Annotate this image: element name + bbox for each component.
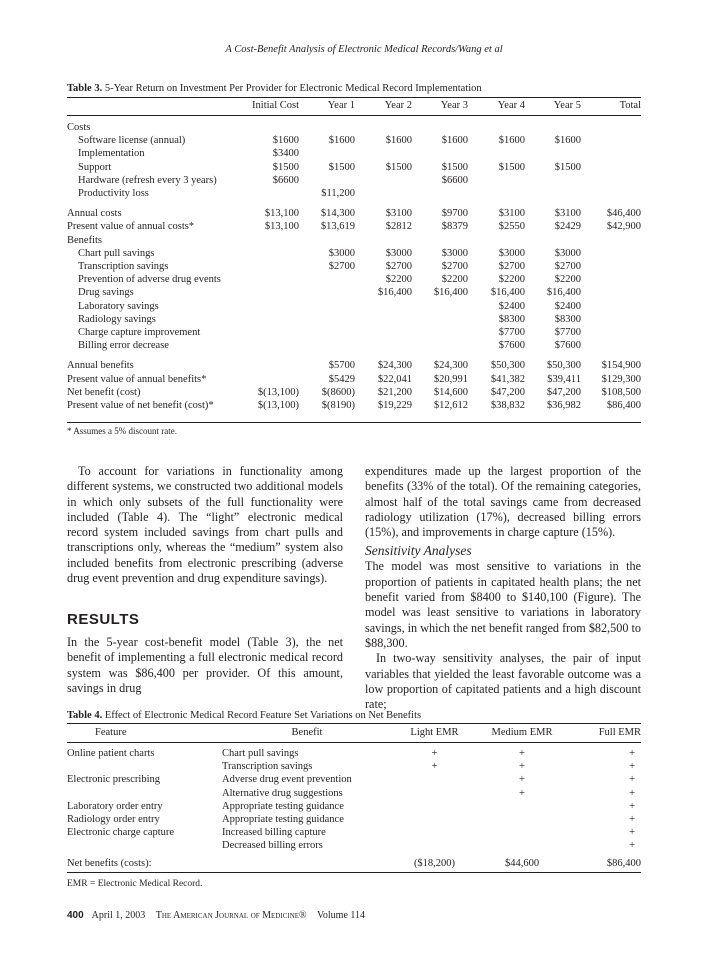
table3-cell <box>581 339 641 352</box>
table3-cell: $9700 <box>441 208 468 220</box>
table3-cell: $(13,100) <box>257 386 299 398</box>
table3-cell <box>247 187 299 200</box>
table3-cell <box>525 113 581 134</box>
table3-row-label: Laboratory savings <box>78 300 159 312</box>
sensitivity-heading: Sensitivity Analyses <box>365 543 472 559</box>
table3-cell: $16,400 <box>377 287 412 299</box>
table3-col-header: Total <box>619 100 641 111</box>
table3-cell <box>299 300 355 313</box>
table3-cell <box>299 326 355 339</box>
table4-caption-label: Table 4. <box>67 710 103 721</box>
table3-cell <box>412 300 468 313</box>
table3-cell <box>412 326 468 339</box>
table4-row <box>67 760 641 773</box>
table3-cell: $14,600 <box>433 386 468 398</box>
table3-cell: $8300 <box>498 313 525 325</box>
table4-mark <box>392 773 477 786</box>
table3-cell: $108,500 <box>601 386 641 398</box>
table3-row <box>67 339 641 352</box>
table3-row <box>67 313 641 326</box>
table4-net-value: ($18,200) <box>413 857 456 869</box>
table3-cell <box>525 174 581 187</box>
table3-cell: $8379 <box>441 221 468 233</box>
table3-row <box>67 260 641 273</box>
table3-cell: $13,100 <box>264 208 299 220</box>
table3-cell <box>581 134 641 147</box>
table3-cell <box>581 273 641 286</box>
table3-row <box>67 234 641 247</box>
table4-mark: + <box>431 748 438 759</box>
table3-row <box>67 352 641 372</box>
table3-cell: $1500 <box>441 161 468 173</box>
table3-row-label: Radiology savings <box>78 313 156 325</box>
journal-name: The American Journal of Medicine® <box>155 910 307 921</box>
table3-cell: $50,300 <box>490 360 525 372</box>
table3-cell <box>299 313 355 326</box>
table4-mark <box>477 826 567 839</box>
table3-cell: $2700 <box>498 261 525 273</box>
table4-mark: + <box>519 761 525 773</box>
table3-cell: $14,300 <box>320 208 355 220</box>
table4-row <box>67 800 641 813</box>
table3-row-label: Annual costs <box>67 208 122 220</box>
table4-benefit: Chart pull savings <box>222 748 299 759</box>
table3-cell <box>581 260 641 273</box>
table3-cell: $2700 <box>441 261 468 273</box>
table4-mark <box>392 813 477 826</box>
table3-col-header: Year 5 <box>553 100 581 111</box>
table4-row <box>67 826 641 839</box>
table3-cell: $3000 <box>498 247 525 259</box>
table4-feature <box>67 760 222 773</box>
table3-footnote: * Assumes a 5% discount rate. <box>67 426 177 436</box>
table4-feature: Electronic charge capture <box>67 827 175 839</box>
table3-cell: $2400 <box>498 300 525 312</box>
table4-row <box>67 741 641 760</box>
table4-mark: + <box>629 761 635 773</box>
table4-mark: + <box>629 840 635 852</box>
table4-header-row <box>67 724 641 741</box>
table3-cell <box>525 147 581 160</box>
page-footer <box>67 910 365 921</box>
table3-cell <box>299 286 355 299</box>
table3-cell <box>247 300 299 313</box>
table4-mark <box>477 839 567 852</box>
table4-mark <box>392 839 477 852</box>
page-number: 400 <box>67 910 84 921</box>
table3-cell <box>412 187 468 200</box>
table3-cell: $7600 <box>554 340 581 352</box>
table3-row-label: Annual benefits <box>67 360 134 372</box>
table3-col-header: Year 2 <box>384 100 412 111</box>
table3-col-header: Initial Cost <box>252 100 299 111</box>
table3-cell: $46,400 <box>606 208 641 220</box>
table3-row <box>67 161 641 174</box>
table4-net-row <box>67 853 641 870</box>
table3-cell <box>355 339 412 352</box>
table4-row <box>67 773 641 786</box>
table3-cell <box>525 187 581 200</box>
table3-cell: $3000 <box>328 247 355 259</box>
table3-cell: $7600 <box>498 340 525 352</box>
table3-cell: $5429 <box>328 373 355 385</box>
table3-cell: $39,411 <box>547 373 581 385</box>
table3-cell: $(8600) <box>321 386 355 398</box>
table4-bottom-rule <box>67 872 641 873</box>
table4-mark: + <box>629 814 635 826</box>
results-paragraph <box>67 635 343 696</box>
table3-row <box>67 147 641 160</box>
table3-cell <box>247 373 299 386</box>
table4-feature <box>67 839 222 852</box>
table3-cell: $21,200 <box>377 386 412 398</box>
table3-row-label: Software license (annual) <box>78 135 186 147</box>
table3-cell <box>355 187 412 200</box>
table3-caption <box>67 83 482 94</box>
table3-cell <box>581 247 641 260</box>
table3-cell: $1500 <box>554 161 581 173</box>
table3-cell: $50,300 <box>546 360 581 372</box>
table3-row <box>67 373 641 386</box>
table3-cell <box>581 313 641 326</box>
table4-col-header: Medium EMR <box>491 727 553 738</box>
table3-cell: $86,400 <box>606 400 641 412</box>
table3-cell: $(8190) <box>321 400 355 412</box>
table3-cell: $41,382 <box>490 373 525 385</box>
table3-cell <box>299 273 355 286</box>
table3-cell <box>247 260 299 273</box>
table3-cell: $12,612 <box>433 400 468 412</box>
table3-cell: $1600 <box>441 135 468 147</box>
table3-row-label: Present value of annual costs* <box>67 221 195 233</box>
table3-row <box>67 247 641 260</box>
table4-mark <box>477 813 567 826</box>
table3-cell: $47,200 <box>546 386 581 398</box>
table3-cell: $42,900 <box>606 221 641 233</box>
table3-cell: $2550 <box>498 221 525 233</box>
table3-cell <box>581 113 641 134</box>
table3-cell: $8300 <box>554 313 581 325</box>
table4-mark: + <box>629 800 635 812</box>
table3-col-header: Year 3 <box>440 100 468 111</box>
table4-mark: + <box>629 787 635 799</box>
table3-cell <box>468 147 525 160</box>
table3-row-label: Net benefit (cost) <box>67 386 141 398</box>
table4-mark: + <box>431 761 438 773</box>
table4-benefit: Appropriate testing guidance <box>222 814 344 826</box>
table3-cell <box>355 300 412 313</box>
table4-benefit: Decreased billing errors <box>222 840 323 852</box>
table3-cell: $2200 <box>385 274 412 286</box>
table4-caption <box>67 710 421 721</box>
table3-cell <box>468 113 525 134</box>
results-heading: RESULTS <box>67 611 140 628</box>
table3-cell: $7700 <box>498 327 525 339</box>
table3-row <box>67 200 641 220</box>
table3-cell <box>581 187 641 200</box>
table3-cell: $47,200 <box>490 386 525 398</box>
table3-cell <box>247 339 299 352</box>
table3-cell: $1600 <box>554 135 581 147</box>
table3-row-label: Prevention of adverse drug events <box>78 274 221 286</box>
table3-row <box>67 220 641 233</box>
table3-row-label: Charge capture improvement <box>78 327 201 339</box>
table3-row-label: Present value of net benefit (cost)* <box>67 400 214 412</box>
table3-caption-label: Table 3. <box>67 83 103 94</box>
volume: Volume 114 <box>316 910 366 921</box>
table4-mark <box>392 800 477 813</box>
table3-cell: $11,200 <box>321 188 355 200</box>
table3-cell: $16,400 <box>546 287 581 299</box>
table4-empty <box>222 853 392 870</box>
table4-row <box>67 787 641 800</box>
table3-row <box>67 286 641 299</box>
table3-row <box>67 326 641 339</box>
table3-row-label: Transcription savings <box>78 261 169 273</box>
table3-cell: $2400 <box>554 300 581 312</box>
table3-row <box>67 174 641 187</box>
table4-row <box>67 839 641 852</box>
table4-mark: + <box>519 774 525 786</box>
table3-row <box>67 399 641 412</box>
table4-benefit: Increased billing capture <box>222 827 326 839</box>
table3-cell: $1600 <box>272 135 299 147</box>
table3-cell <box>412 147 468 160</box>
table3-cell: $36,982 <box>546 400 581 412</box>
table3-cell <box>525 234 581 247</box>
table3-row-label: Implementation <box>78 148 145 160</box>
table3-cell: $13,619 <box>320 221 355 233</box>
table3-cell <box>412 339 468 352</box>
table3-cell: $2812 <box>385 221 412 233</box>
table4-mark: + <box>629 827 635 839</box>
table4-col-header: Feature <box>95 727 127 738</box>
table4-mark <box>392 826 477 839</box>
table4-mark: + <box>629 748 635 759</box>
table4-mark: + <box>519 748 525 759</box>
table4-caption-text: Effect of Electronic Medical Record Feature Set Variations on Net Benefits <box>104 710 422 721</box>
table3-cell <box>581 174 641 187</box>
table3-cell: $16,400 <box>490 287 525 299</box>
table3-row <box>67 273 641 286</box>
table3-cell: $20,991 <box>433 373 468 385</box>
table3-caption-text: 5-Year Return on Investment Per Provider for Electronic Medical Record Implementation <box>104 83 482 94</box>
table3-row-label: Hardware (refresh every 3 years) <box>78 174 217 186</box>
table3-row-label: Costs <box>67 122 91 133</box>
table3-cell: $1500 <box>498 161 525 173</box>
running-head: A Cost-Benefit Analysis of Electronic Medical Records/Wang et al <box>225 44 503 55</box>
table3-cell <box>355 113 412 134</box>
table3-cell <box>581 234 641 247</box>
table3-cell <box>355 313 412 326</box>
table3-cell: $13,100 <box>264 221 299 233</box>
table3-cell: $22,041 <box>377 373 412 385</box>
table3-row-label: Productivity loss <box>78 188 149 200</box>
table3-cell: $2200 <box>498 274 525 286</box>
table4-net-value: $44,600 <box>504 857 540 869</box>
table3-row-label: Support <box>78 161 112 173</box>
table3-cell <box>247 326 299 339</box>
table3-cell: $3400 <box>272 148 299 160</box>
table3-cell: $129,300 <box>601 373 641 385</box>
table3-row <box>67 187 641 200</box>
table3-cell: $1600 <box>328 135 355 147</box>
table4-col-header: Full EMR <box>598 727 641 738</box>
table3-cell: $1500 <box>385 161 412 173</box>
table3-row <box>67 386 641 399</box>
table3-cell <box>581 147 641 160</box>
table4-mark: + <box>519 787 525 799</box>
right-paragraph-3: In two-way sensitivity analyses, the pair of input variables that yielded the least favorable outcome was a low proportion of capitated patients and a high discount rate; <box>365 651 641 712</box>
table3-cell <box>247 286 299 299</box>
table4-net-value: $86,400 <box>606 857 641 869</box>
table4-feature: Online patient charts <box>67 748 155 759</box>
table3-cell <box>247 313 299 326</box>
table3-cell <box>299 174 355 187</box>
table3-cell: $24,300 <box>433 360 468 372</box>
table3-cell: $(13,100) <box>257 400 299 412</box>
table3-row <box>67 113 641 134</box>
table3-cell: $2200 <box>554 274 581 286</box>
table3-cell <box>581 300 641 313</box>
table4-feature <box>67 787 222 800</box>
table4-mark <box>477 800 567 813</box>
table3-row-label: Present value of annual benefits* <box>67 373 207 385</box>
table3-cell <box>581 286 641 299</box>
table3-cell <box>247 273 299 286</box>
table4-benefit: Appropriate testing guidance <box>222 800 344 812</box>
right-paragraph-2: The model was most sensitive to variations in the proportion of patients in capitated health plans; the net benefit varied from $8400 to $140,100 (Figure). The model was least sensitive to variations in laboratory savings, in which the net benefit ranged from $82,500 to $88,300. <box>365 559 641 650</box>
table3-cell <box>355 234 412 247</box>
table3-cell: $19,229 <box>377 400 412 412</box>
table3-cell <box>412 113 468 134</box>
table3-cell: $1500 <box>272 161 299 173</box>
table4-feature: Laboratory order entry <box>67 800 163 812</box>
table3-cell <box>355 174 412 187</box>
table3-cell: $1600 <box>385 135 412 147</box>
table3 <box>67 99 641 412</box>
table3-cell <box>355 147 412 160</box>
table4-col-header: Light EMR <box>410 727 459 738</box>
table3-cell <box>355 326 412 339</box>
table3-cell <box>299 339 355 352</box>
table3-cell <box>299 113 355 134</box>
table3-cell <box>247 247 299 260</box>
table3-cell: $7700 <box>554 327 581 339</box>
table3-cell <box>468 174 525 187</box>
table3-cell <box>581 161 641 174</box>
left-column <box>67 464 343 586</box>
table3-cell <box>468 187 525 200</box>
table3-cell: $16,400 <box>433 287 468 299</box>
table4-mark: + <box>629 774 635 786</box>
table3-cell <box>299 234 355 247</box>
table3-cell: $5700 <box>328 360 355 372</box>
table3-cell: $3000 <box>554 247 581 259</box>
table3-cell <box>247 113 299 134</box>
table3-col-header: Year 1 <box>327 100 355 111</box>
table4-col-header: Benefit <box>291 727 323 738</box>
table3-cell: $1500 <box>328 161 355 173</box>
footer-date: April 1, 2003 <box>91 910 146 921</box>
table3-cell: $154,900 <box>601 360 641 372</box>
table4-mark <box>392 787 477 800</box>
table3-cell <box>412 234 468 247</box>
table3-cell: $3000 <box>441 247 468 259</box>
table3-cell <box>247 352 299 372</box>
table3-cell: $24,300 <box>377 360 412 372</box>
left-paragraph: To account for variations in functionality among different systems, we constructed two additional models in which only subsets of the full functionality were included (Table 4). The “light” electronic medical record system included savings from chart pulls and transcriptions only, whereas the “medium” system also included benefits from electronic prescribing (adverse drug event prevention and drug expenditure savings). <box>67 464 343 586</box>
right-paragraph-1: expenditures made up the largest proportion of the benefits (33% of the total). Of the remaining categories, almost half of the total savings came from decreased radiology utilization (17%), decreased billing errors (15%), and improvements in charge capture (15%). <box>365 464 641 540</box>
table3-cell: $2429 <box>554 221 581 233</box>
table3-cell: $2700 <box>328 261 355 273</box>
table3-cell: $1600 <box>498 135 525 147</box>
table3-cell: $3100 <box>385 208 412 220</box>
table3-cell <box>412 313 468 326</box>
right-column <box>365 464 641 712</box>
table3-row-label: Drug savings <box>78 287 134 299</box>
table3-row-label: Billing error decrease <box>78 340 169 352</box>
table3-cell: $38,832 <box>490 400 525 412</box>
table3-cell <box>247 234 299 247</box>
table3-cell <box>581 326 641 339</box>
table4-footnote: EMR = Electronic Medical Record. <box>67 879 203 889</box>
table4-feature: Radiology order entry <box>67 814 160 826</box>
table4-benefit: Transcription savings <box>222 761 313 773</box>
table3-cell: $3100 <box>554 208 581 220</box>
table3-top-rule <box>67 97 641 98</box>
table3-col-header <box>67 99 247 113</box>
table3-cell: $6600 <box>272 174 299 186</box>
table3-row-label: Benefits <box>67 234 102 246</box>
table3-row-label: Chart pull savings <box>78 247 155 259</box>
table3-col-header: Year 4 <box>497 100 525 111</box>
table3-cell: $6600 <box>441 174 468 186</box>
table3-cell <box>468 234 525 247</box>
table4-net-label: Net benefits (costs): <box>67 857 152 869</box>
table4-benefit: Alternative drug suggestions <box>222 787 343 799</box>
table3-header-row <box>67 99 641 113</box>
table4-feature: Electronic prescribing <box>67 774 161 786</box>
table3-bottom-rule <box>67 422 641 423</box>
table3-cell: $3100 <box>498 208 525 220</box>
table3-row <box>67 300 641 313</box>
table4 <box>67 724 641 870</box>
table4-row <box>67 813 641 826</box>
table4-benefit: Adverse drug event prevention <box>222 774 352 786</box>
table3-cell: $2700 <box>554 261 581 273</box>
table3-row <box>67 134 641 147</box>
table3-cell: $3000 <box>385 247 412 259</box>
results-text: In the 5-year cost-benefit model (Table 3), the net benefit of implementing a full electronic medical record system was $86,400 per provider. Of this amount, savings in drug <box>67 635 343 695</box>
table3-cell: $2700 <box>385 261 412 273</box>
table3-cell <box>299 147 355 160</box>
table3-cell: $2200 <box>441 274 468 286</box>
